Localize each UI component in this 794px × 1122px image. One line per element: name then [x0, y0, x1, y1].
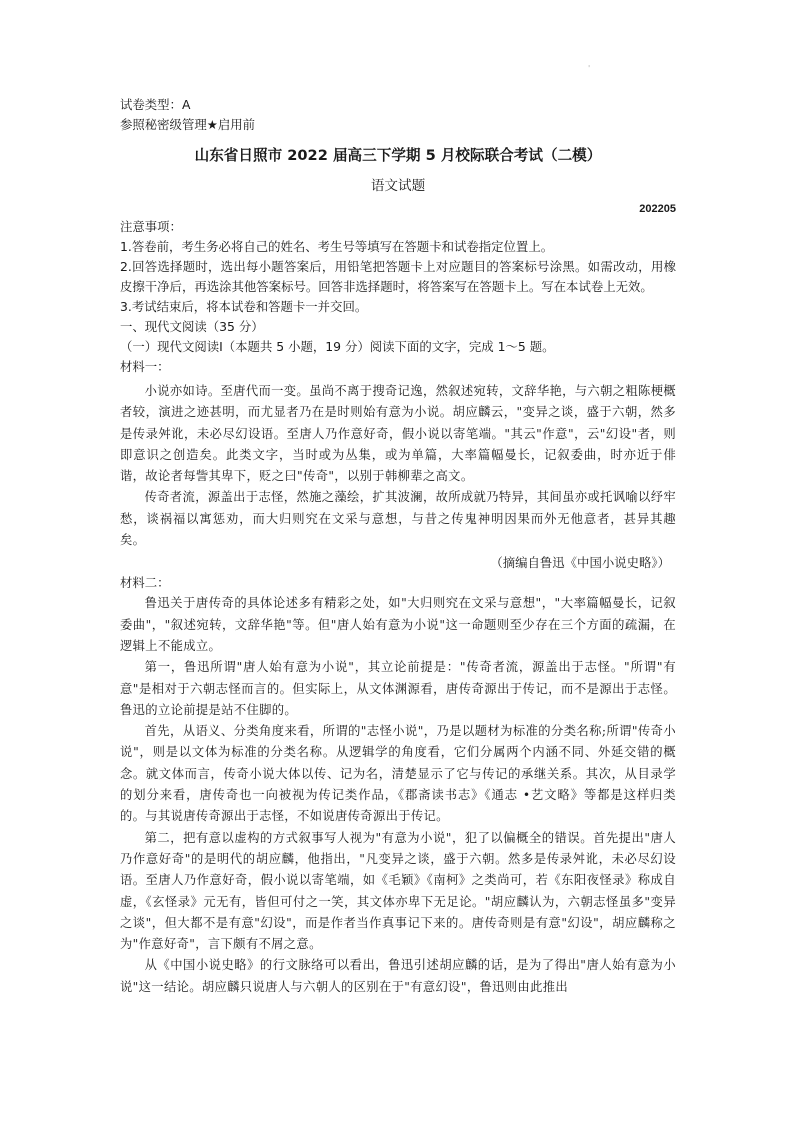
- page-mark: ': [588, 64, 591, 73]
- section-subheading: （一）现代文阅读Ⅰ（本题共 5 小题，19 分）阅读下面的文字，完成 1～5 题。: [120, 339, 555, 354]
- notice-item-2: 2.回答选择题时，选出每小题答案后，用铅笔把答题卡上对应题目的答案标号涂黑。如需改动，用橡皮擦干净后，再选涂其他答案标号。回答非选择题时，将答案写在答题卡上。写在本试卷上无效。: [120, 259, 676, 294]
- material2-paragraph-3: 首先，从语义、分类角度来看，所谓的"志怪小说"，乃是以题材为标准的分类名称;所谓"传奇小说"，则是以文体为标准的分类名称。从逻辑学的角度看，它们分属两个内涵不同、外延交错的概念。就文体而言，传奇小说大体以传、记为名，清楚显示了它与传记的承继关系。其次，从目录学的划分来看，唐传奇也一向被视为传记类作品，《郡斋读书志》《通志 •艺文略》等都是这样归类的。与其说唐传奇源出于志怪，不如说唐传奇源出于传记。: [120, 724, 676, 824]
- material2-paragraph-2: 第一，鲁迅所谓"唐人始有意为小说"，其立论前提是："传奇者流，源盖出于志怪。"所谓"有意"是相对于六朝志怪而言的。但实际上，从文体渊源看，唐传奇源出于传记，而不是源出于志怪。鲁迅的立论前提是站不住脚的。: [120, 660, 676, 717]
- exam-title: 山东省日照市 2022 届高三下学期 5 月校际联合考试（二模）: [194, 147, 602, 164]
- subject-title: 语文试题: [370, 178, 426, 194]
- material1-label: 材料一：: [120, 359, 170, 374]
- material1-paragraph-1: 小说亦如诗。至唐代而一变。虽尚不离于搜奇记逸，然叙述宛转，文辞华艳，与六朝之粗陈梗概者较，演进之迹甚明，而尤显者乃在是时则始有意为小说。胡应麟云，"变异之谈，盛于六朝，然多是传录舛讹，未必尽幻设语。至唐人乃作意好奇，假小说以寄笔端。"其云"作意"，云"幻设"者，则即意识之创造矣。此类文字，当时或为丛集，或为单篇，大率篇幅曼长，记叙委曲，时亦近于俳谐，故论者每訾其卑下，贬之曰"传奇"，以别于韩柳辈之高文。: [120, 384, 676, 484]
- material2-paragraph-1: 鲁迅关于唐传奇的具体论述多有精彩之处，如"大归则究在文采与意想"，"大率篇幅曼长，记叙委曲"，"叙述宛转，文辞华艳"等。但"唐人始有意为小说"这一命题则至少存在三个方面的疏漏，在逻辑上不能成立。: [120, 596, 676, 653]
- exam-type: 试卷类型：A: [120, 97, 191, 112]
- notice-item-1: 1.答卷前，考生务必将自己的姓名、考生号等填写在答题卡和试卷指定位置上。: [120, 239, 554, 254]
- section-heading: 一、现代文阅读（35 分）: [120, 319, 264, 334]
- notice-item-3: 3.考试结束后，将本试卷和答题卡一并交回。: [120, 299, 368, 314]
- notice-heading: 注意事项：: [120, 219, 182, 234]
- material1-source: （摘编自鲁迅《中国小说史略》）: [490, 555, 670, 571]
- date-code: 202205: [639, 203, 676, 215]
- material2-paragraph-5: 从《中国小说史略》的行文脉络可以看出，鲁迅引述胡应麟的话，是为了得出"唐人始有意为小说"这一结论。胡应麟只说唐人与六朝人的区别在于"有意幻设"，鲁迅则由此推出: [120, 958, 676, 994]
- material2-paragraph-4: 第二，把有意以虚构的方式叙事写人视为"有意为小说"，犯了以偏概全的错误。首先提出"唐人乃作意好奇"的是明代的胡应麟，他指出，"凡变异之谈，盛于六朝。然多是传录舛讹，未必尽幻设语。至唐人乃作意好奇，假小说以寄笔端，如《毛颖》《南柯》之类尚可，若《东阳夜怪录》称成自虚，《玄怪录》元无有，皆但可付之一笑，其文体亦卑下无足论。"胡应麟认为，六朝志怪虽多"变异之谈"，但大都不是有意"幻设"，而是作者当作真事记下来的。唐传奇则是有意"幻设"，胡应麟称之为"作意好奇"，言下颇有不屑之意。: [120, 830, 676, 952]
- content-column: [120, 95, 676, 998]
- material2-label: 材料二：: [120, 575, 170, 591]
- security-level: 参照秘密级管理★启用前: [120, 117, 256, 132]
- material1-paragraph-2: 传奇者流，源盖出于志怪，然施之藻绘，扩其波澜，故所成就乃特异，其间虽亦或托讽喻以纾牢愁，谈祸福以寓惩劝，而大归则究在文采与意想，与昔之传鬼神明因果而外无他意者，甚异其趣矣。: [120, 490, 676, 548]
